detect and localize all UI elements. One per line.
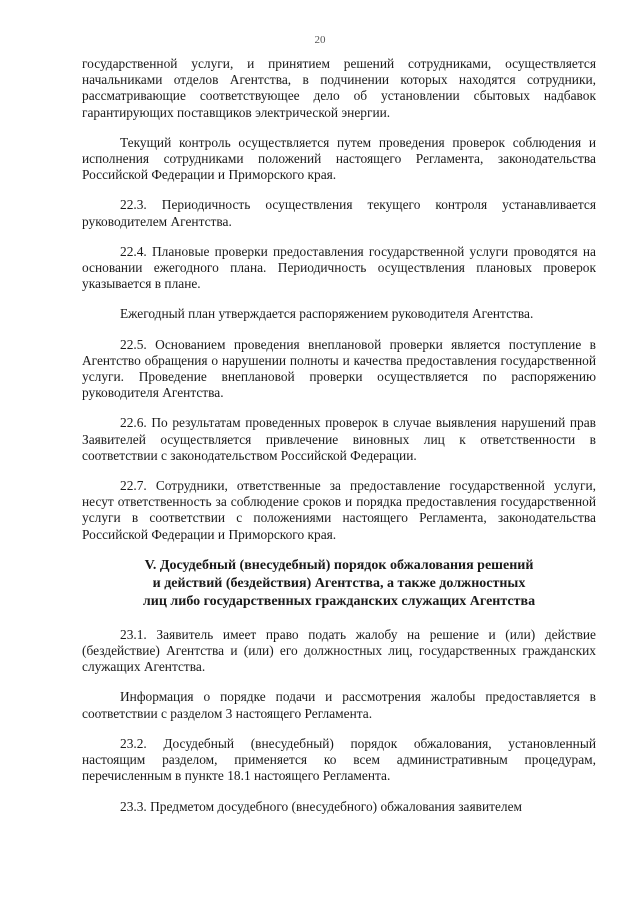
paragraph: 22.5. Основанием проведения внеплановой проверки является поступление в Агентство обращения о нарушении полноты и качества предоставления государственной услуги. Проведение внеплановой проверки осуществляется по распоряжению руководителя Агентства. bbox=[82, 336, 596, 401]
paragraph: государственной услуги, и принятием решений сотрудниками, осуществляется начальниками отделов Агентства, в подчинении которых находятся сотрудники, рассматривающие соответствующее дело об установлении сбытовых надбавок гарантирующих поставщиков электрической энергии. bbox=[82, 56, 596, 120]
section-heading bbox=[82, 557, 596, 611]
paragraph: 22.7. Сотрудники, ответственные за предоставление государственной услуги, несут ответственность за соблюдение сроков и порядка предоставления государственной услуги в соответствии с положениями настоящего Регламента, законодательства Российской Федерации и Приморского края. bbox=[82, 478, 596, 542]
paragraph: 23.3. Предметом досудебного (внесудебного) обжалования заявителем bbox=[120, 798, 523, 814]
paragraph: 22.4. Плановые проверки предоставления государственной услуги проводятся на основании ежегодного плана. Периодичность осуществления плановых проверок указывается в плане. bbox=[82, 243, 596, 292]
document-body bbox=[82, 56, 596, 829]
paragraph: 23.2. Досудебный (внесудебный) порядок обжалования, установленный настоящим разделом, применяется ко всем административным процедурам, перечисленным в пункте 18.1 настоящего Регламента. bbox=[82, 735, 596, 784]
section-heading-line: V. Досудебный (внесудебный) порядок обжалования решений bbox=[144, 557, 534, 573]
page-number: 20 bbox=[314, 34, 326, 46]
paragraph: 22.3. Периодичность осуществления текущего контроля устанавливается руководителем Агентства. bbox=[82, 197, 596, 229]
paragraph: Информация о порядке подачи и рассмотрения жалобы предоставляется в соответствии с разделом 3 настоящего Регламента. bbox=[82, 689, 596, 721]
paragraph: Ежегодный план утверждается распоряжением руководителя Агентства. bbox=[120, 306, 534, 322]
paragraph: Текущий контроль осуществляется путем проведения проверок соблюдения и исполнения сотрудниками положений настоящего Регламента, законодательства Российской Федерации и Приморского края. bbox=[82, 134, 596, 183]
section-heading-line: и действий (бездействия) Агентства, а также должностных bbox=[152, 575, 526, 591]
paragraph: 22.6. По результатам проведенных проверок в случае выявления нарушений прав Заявителей осуществляется привлечение виновных лиц к ответственности в соответствии с законодательством Российской Федерации. bbox=[82, 415, 596, 463]
section-heading-line: лиц либо государственных гражданских служащих Агентства bbox=[142, 593, 536, 609]
paragraph: 23.1. Заявитель имеет право подать жалобу на решение и (или) действие (бездействие) Агентства и (или) его должностных лиц, государственных гражданских служащих Агентства. bbox=[82, 626, 596, 675]
